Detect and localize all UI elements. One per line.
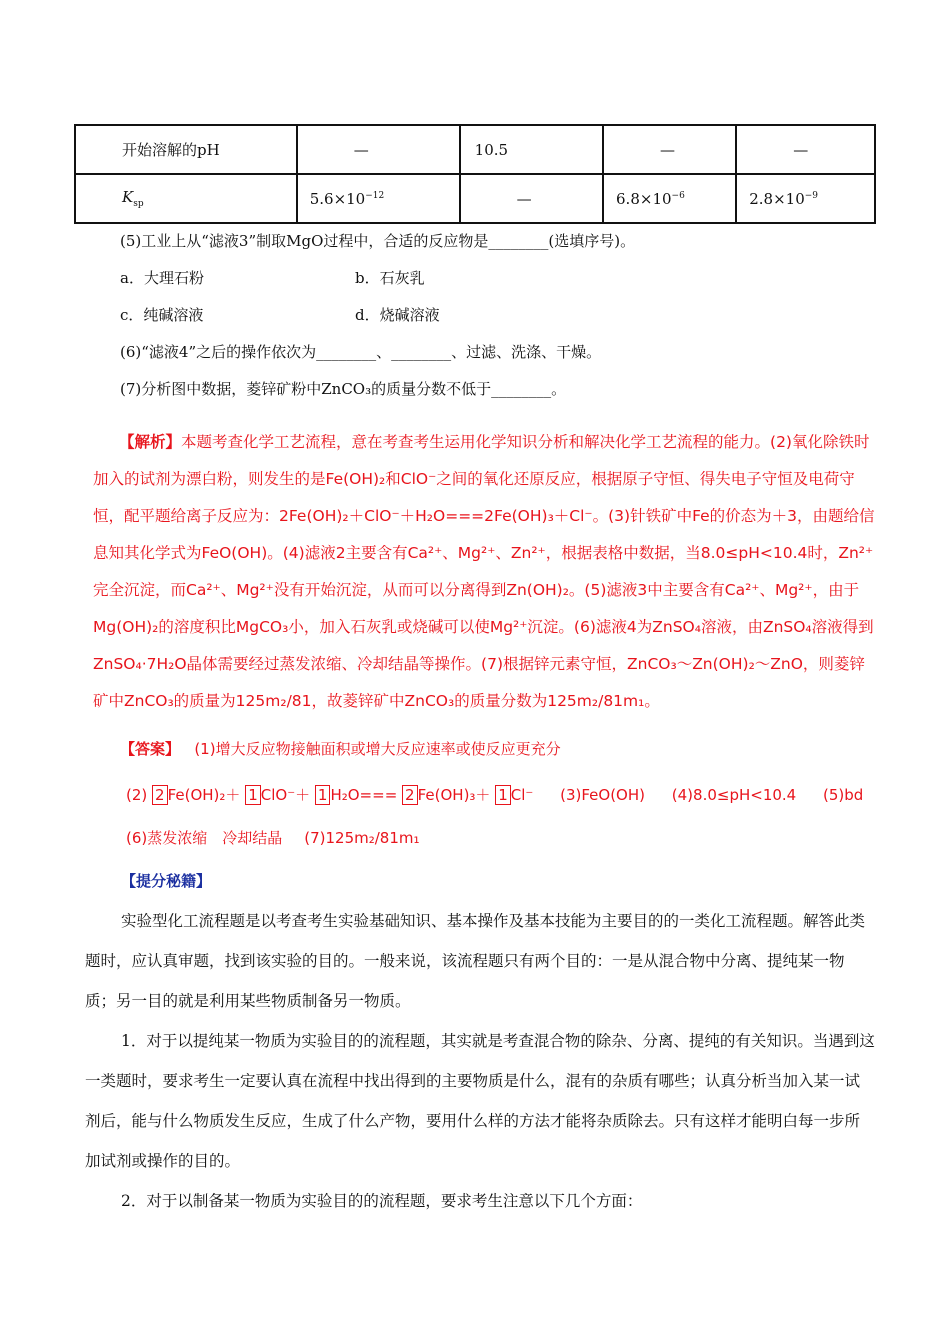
analysis-text: 本题考查化学工艺流程，意在考查考生运用化学知识分析和解决化学工艺流程的能力。(2)氧化除铁时加入的试剂为漂白粉，则发生的是Fe(OH)₂和ClO⁻之间的氧化还原反应，根据原子守恒、得失电子守恒及电荷守恒，配平题给离子反应为：2Fe(OH)₂＋ClO⁻＋H₂O===2Fe(OH)₃＋Cl⁻。(3)针铁矿中Fe的价态为＋3，由题给信息知其化学式为FeO(OH)。(4)滤液2主要含有Ca²⁺、Mg²⁺、Zn²⁺，根据表格中数据，当8.0≤pH<10.4时，Zn²⁺完全沉淀，而Ca²⁺、Mg²⁺没有开始沉淀，从而可以分离得到Zn(OH)₂。(5)滤液3中主要含有Ca²⁺、Mg²⁺，由于Mg(OH)₂的溶度积比MgCO₃小，加入石灰乳或烧碱可以使Mg²⁺沉淀。(6)滤液4为ZnSO₄溶液，由ZnSO₄溶液得到ZnSO₄·7H₂O晶体需要经过蒸发浓缩、冷却结晶等操作。(7)根据锌元素守恒，ZnCO₃～Zn(OH)₂～ZnO，则菱锌矿中ZnCO₃的质量为125m₂/81，故菱锌矿中ZnCO₃的质量分数为125m₂/81m₁。 [93,433,875,710]
table-cell: $5.6\times 10^{-12}$ [297,174,460,223]
table-row [75,174,875,223]
answer-tag: 【答案】 [120,740,181,758]
paragraph: 实验型化工流程题是以考查考生实验基础知识、基本操作及基本技能为主要目的的一类化工流程题。解答此类题时，应认真审题，找到该实验的目的。一般来说，该流程题只有两个目的：一是从混合物中分离、提纯某一物质；另一目的就是利用某些物质制备另一物质。 [85,912,866,1010]
paragraph: 2．对于以制备某一物质为实验目的的流程题，要求考生注意以下几个方面： [121,1192,643,1210]
question-6: (6)“滤液4”之后的操作依次为________、________、过滤、洗涤、干燥。 [120,343,602,361]
paragraph: 1．对于以提纯某一物质为实验目的的流程题，其实就是考查混合物的除杂、分离、提纯的有关知识。当遇到这一类题时，要求考生一定要认真在流程中找出得到的主要物质是什么，混有的杂质有哪些；认真分析当加入某一试剂后，能与什么物质发生反应，生成了什么产物，要用什么样的方法才能将杂质除去。只有这样才能明白每一步所加试剂或操作的目的。 [85,1032,875,1170]
analysis-block [93,424,875,720]
table-cell: $2.8\times 10^{-9}$ [736,174,875,223]
tips-body [85,901,875,1221]
table-cell: — [603,125,736,174]
coefficient-box: 1 [495,785,511,805]
coefficient-box: 2 [152,785,168,805]
option-d: d．烧碱溶液 [355,306,440,324]
option-c: c．纯碱溶液 [120,306,204,324]
option-a: a．大理石粉 [120,269,204,287]
coefficient-box: 1 [245,785,261,805]
question-5: (5)工业上从“滤液3”制取MgO过程中，合适的反应物是________(选填序号)。 [120,232,636,250]
coefficient-box: 1 [315,785,331,805]
table-cell: 开始溶解的pH [75,125,297,174]
table-cell: — [736,125,875,174]
answer-line-2: (2) 2 Fe(OH)₂＋ 1 ClO⁻＋ 1 H₂O=== 2 Fe(OH)₃＋ 1 Cl⁻ (3)FeO(OH) (4)8.0≤pH<10.4 (5)bd [126,786,864,804]
tips-title: 【提分秘籍】 [121,872,212,890]
coefficient-box: 2 [402,785,418,805]
question-7: (7)分析图中数据，菱锌矿粉中ZnCO₃的质量分数不低于________。 [120,380,567,398]
answer-line-1: 【答案】 (1)增大反应物接触面积或增大反应速率或使反应更充分 [120,740,561,758]
table-cell: $6.8\times 10^{-6}$ [603,174,736,223]
table-cell: 10.5 [460,125,603,174]
answer-line-3: (6)蒸发浓缩 冷却结晶 (7)125m₂/81m₁ [126,829,420,847]
table-row [75,125,875,174]
solubility-table [74,124,876,224]
table-cell: — [460,174,603,223]
table-cell: — [297,125,460,174]
table-cell: $K_{sp}$ [75,174,297,223]
option-b: b．石灰乳 [355,269,425,287]
analysis-tag: 【解析】 [119,433,182,451]
